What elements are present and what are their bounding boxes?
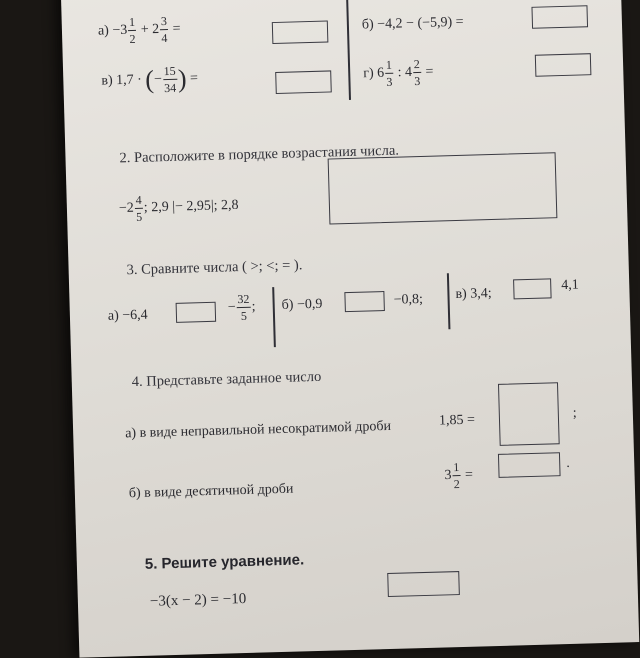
task3-a-label: а) −6,4 xyxy=(107,307,148,324)
task1-g-whole: 6 xyxy=(376,65,385,81)
task1-v-label: в) xyxy=(101,73,113,89)
task1-v-factor: 1,7 · xyxy=(115,72,143,89)
task4-a-number: 1,85 = xyxy=(438,412,476,429)
task3-b-label: б) −0,9 xyxy=(281,296,323,313)
task1-v-answer-box[interactable] xyxy=(275,70,332,94)
task1-a-fraction2 xyxy=(160,15,169,44)
task3-v-label: в) 3,4; xyxy=(455,286,492,303)
equals-sign: = xyxy=(172,21,181,37)
divider xyxy=(272,287,275,347)
task3-a-right xyxy=(227,293,256,323)
task4-b-whole: 3 xyxy=(444,467,452,484)
denominator: 3 xyxy=(414,73,421,89)
task1-b-answer-box[interactable] xyxy=(531,5,588,29)
numerator: 1 xyxy=(385,57,393,72)
task4-heading: 4. Представьте заданное число xyxy=(131,368,322,391)
task4-b-answer-box[interactable] xyxy=(498,452,561,478)
task4-a-answer-box[interactable] xyxy=(498,382,560,446)
task1-a-fraction1 xyxy=(128,16,137,45)
task3-v-answer-box[interactable] xyxy=(513,278,552,299)
task4-b-text: б) в виде десятичной дроби xyxy=(128,481,294,502)
task2-numbers xyxy=(119,191,239,223)
task3-a-fraction xyxy=(236,293,251,322)
task2-fraction xyxy=(134,194,143,223)
denominator: 5 xyxy=(135,209,143,224)
task3-heading: 3. Сравните числа ( >; <; = ). xyxy=(126,257,303,279)
numerator: 2 xyxy=(413,56,421,72)
task1-b xyxy=(362,15,464,34)
minus-sign: − xyxy=(153,71,163,88)
task2-heading: 2. Расположите в порядке возрастания числа. xyxy=(119,142,400,167)
numerator: 3 xyxy=(160,13,168,29)
equals-sign: = xyxy=(189,70,199,87)
task2-rest: ; 2,9 |− 2,95|; 2,8 xyxy=(143,197,239,216)
denominator: 4 xyxy=(161,30,168,46)
numerator: 4 xyxy=(135,192,142,207)
task1-g-fraction2 xyxy=(413,58,422,87)
numerator: 1 xyxy=(453,460,460,475)
numerator: 15 xyxy=(163,63,176,79)
numerator: 32 xyxy=(237,291,250,307)
task4-b-number xyxy=(444,461,473,491)
divider xyxy=(447,273,450,329)
task5-heading: 5. Решите уравнение. xyxy=(144,551,305,573)
task1-b-label: б) xyxy=(361,17,374,33)
task1-b-expression: −4,2 − (−5,9) = xyxy=(376,14,464,33)
task2-answer-box[interactable] xyxy=(328,152,558,224)
task1-g xyxy=(363,58,434,89)
denominator: 2 xyxy=(129,31,136,47)
task1-g-label: г) xyxy=(363,65,374,82)
task1-a-whole: −3 xyxy=(112,22,128,39)
equals-sign: = xyxy=(425,64,434,80)
task1-a-label: а) xyxy=(97,23,110,39)
task3-a-answer-box[interactable] xyxy=(176,302,217,323)
task3-v-right: 4,1 xyxy=(561,277,579,294)
task1-a-op: + 2 xyxy=(140,21,160,38)
task1-v-fraction xyxy=(162,65,177,94)
denominator: 3 xyxy=(386,74,393,89)
task1-a-answer-box[interactable] xyxy=(272,21,329,45)
minus-sign: − xyxy=(227,299,236,316)
task3-b-right: −0,8; xyxy=(393,291,424,308)
separator: ; xyxy=(251,299,256,315)
task4-a-text: а) в виде неправильной несократимой дроби xyxy=(125,418,392,442)
task1-v: в) 1,7 · (− $\frac{15}{34}$ ) = xyxy=(101,63,199,96)
task5-answer-box[interactable] xyxy=(387,571,460,597)
denominator: 5 xyxy=(240,308,248,324)
task4-b-fraction xyxy=(452,461,461,490)
task2-whole: −2 xyxy=(118,200,135,217)
task1-g-answer-box[interactable] xyxy=(535,53,592,77)
task1-a xyxy=(98,15,181,46)
task1-g-fraction1 xyxy=(385,59,394,88)
divider xyxy=(346,0,350,100)
task3-b-answer-box[interactable] xyxy=(344,291,385,312)
task4-a-end: ; xyxy=(572,405,577,421)
task5-equation: −3(x − 2) = −10 xyxy=(149,591,247,610)
denominator: 34 xyxy=(163,80,177,96)
worksheet-page xyxy=(61,0,639,658)
equals-sign: = xyxy=(464,467,474,483)
numerator: 1 xyxy=(128,14,136,30)
denominator: 2 xyxy=(453,477,460,492)
task1-g-op: : 4 xyxy=(397,64,413,81)
task4-b-end: . xyxy=(566,455,570,472)
